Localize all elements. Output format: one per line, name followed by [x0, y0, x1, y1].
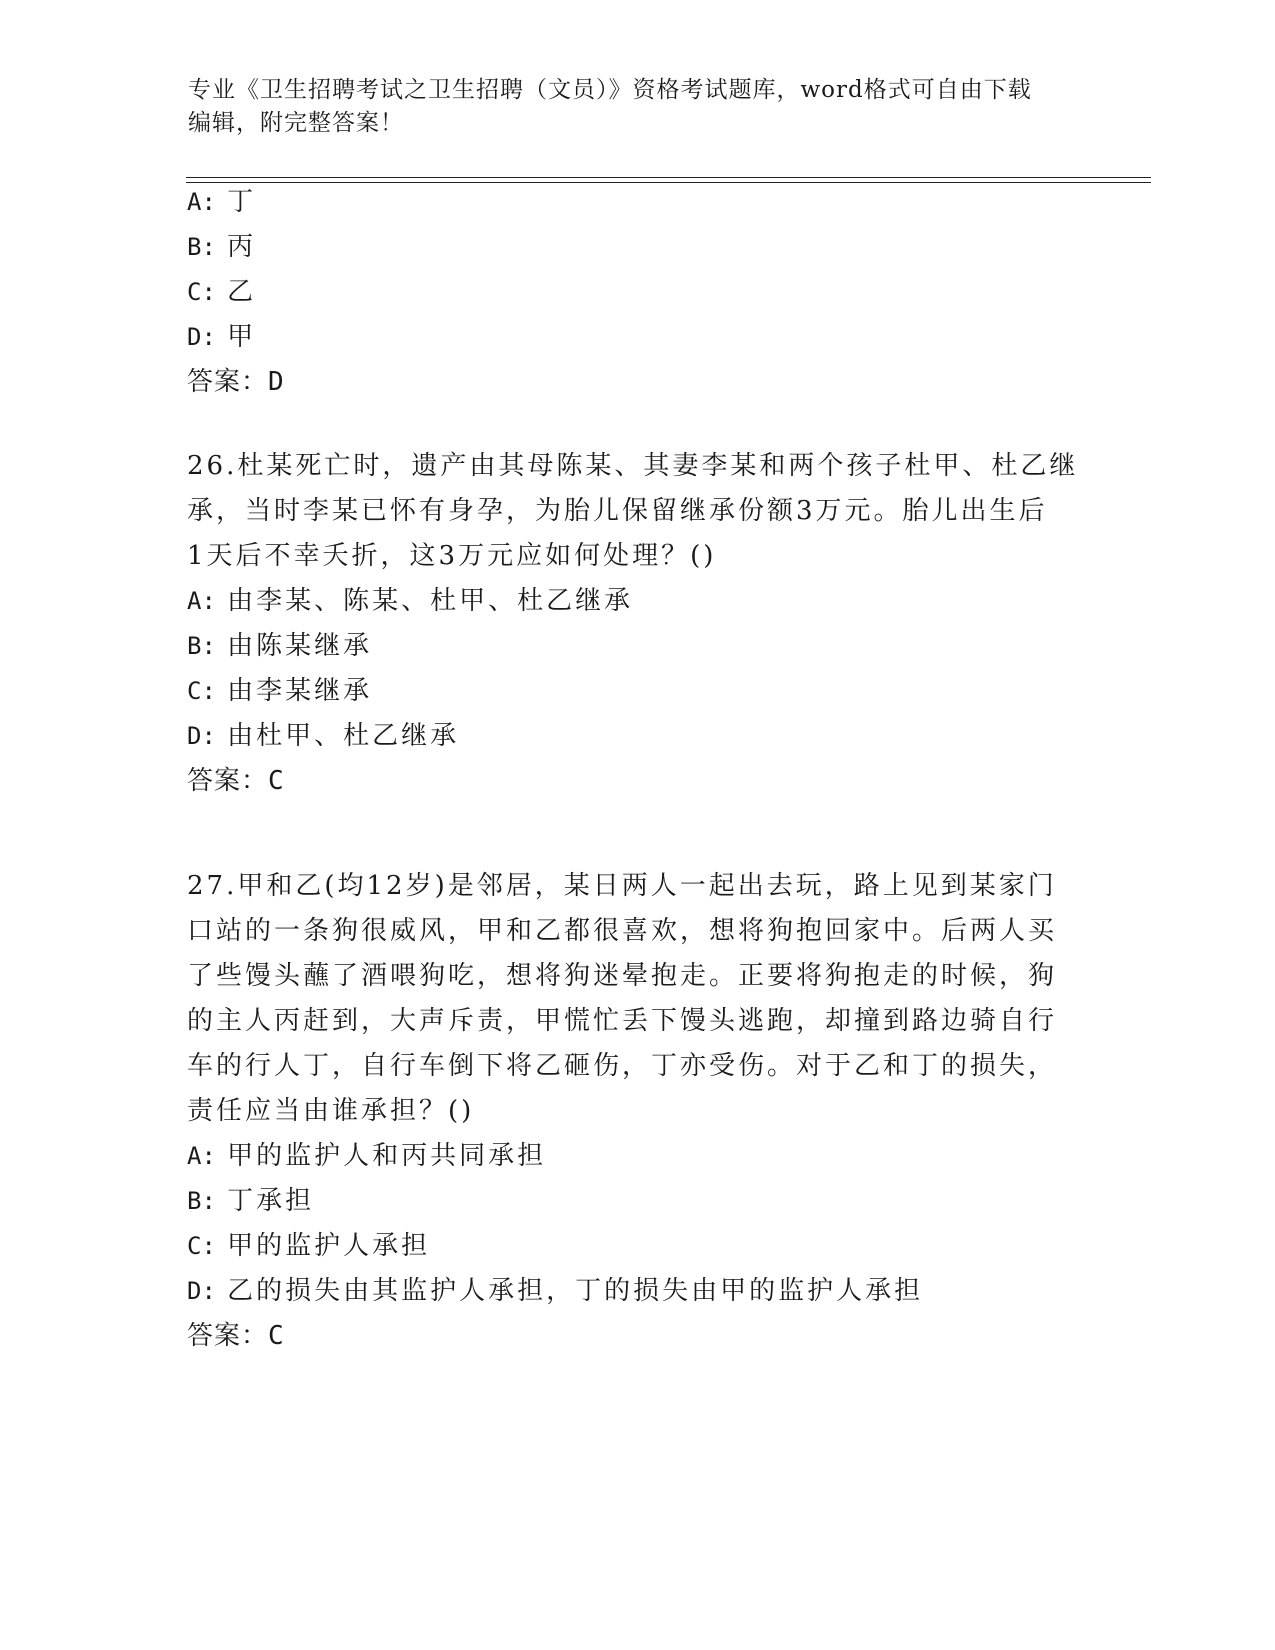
- header-divider-top: [186, 177, 1151, 178]
- q25-option-c: C: 乙: [187, 277, 257, 307]
- q27-option-c: C: 甲的监护人承担: [187, 1231, 431, 1261]
- q26-text-line-2: 承，当时李某已怀有身孕，为胎儿保留继承份额3万元。胎儿出生后: [187, 496, 1048, 526]
- q27-answer: 答案：C: [187, 1321, 285, 1351]
- q26-answer: 答案：C: [187, 766, 285, 796]
- q26-text-line-3: 1天后不幸夭折，这3万元应如何处理？(): [187, 541, 717, 571]
- q26-text-line-1: 26.杜某死亡时，遗产由其母陈某、其妻李某和两个孩子杜甲、杜乙继: [187, 451, 1079, 481]
- q26-option-b: B: 由陈某继承: [187, 631, 373, 661]
- q27-option-b: B: 丁承担: [187, 1186, 315, 1216]
- header-line-1: 专业《卫生招聘考试之卫生招聘（文员）》资格考试题库，word格式可自由下载: [188, 77, 1032, 103]
- q26-option-d: D: 由杜甲、杜乙继承: [187, 721, 460, 751]
- q27-text-line-5: 车的行人丁，自行车倒下将乙砸伤，丁亦受伤。对于乙和丁的损失，: [187, 1051, 1058, 1081]
- q25-option-b: B: 丙: [187, 232, 257, 262]
- q27-text-line-3: 了些馒头蘸了酒喂狗吃，想将狗迷晕抱走。正要将狗抱走的时候，狗: [187, 961, 1058, 991]
- q27-text-line-2: 口站的一条狗很威风，甲和乙都很喜欢，想将狗抱回家中。后两人买: [187, 916, 1058, 946]
- q27-option-d: D: 乙的损失由其监护人承担，丁的损失由甲的监护人承担: [187, 1276, 924, 1306]
- q25-option-a: A: 丁: [187, 187, 257, 217]
- question-26-block: [187, 444, 1087, 804]
- q27-option-a: A: 甲的监护人和丙共同承担: [187, 1141, 547, 1171]
- document-header: [188, 74, 1068, 140]
- q27-text-line-4: 的主人丙赶到，大声斥责，甲慌忙丢下馒头逃跑，却撞到路边骑自行: [187, 1006, 1058, 1036]
- q26-option-a: A: 由李某、陈某、杜甲、杜乙继承: [187, 586, 634, 616]
- question-25-block: [187, 180, 1087, 405]
- q25-answer: 答案：D: [187, 367, 285, 397]
- q27-text-line-1: 27.甲和乙(均12岁)是邻居，某日两人一起出去玩，路上见到某家门: [187, 871, 1057, 901]
- q25-option-d: D: 甲: [187, 322, 257, 352]
- q27-text-line-6: 责任应当由谁承担？(): [187, 1096, 475, 1126]
- question-27-block: [187, 864, 1087, 1359]
- q26-option-c: C: 由李某继承: [187, 676, 373, 706]
- header-line-2: 编辑，附完整答案！: [188, 110, 404, 136]
